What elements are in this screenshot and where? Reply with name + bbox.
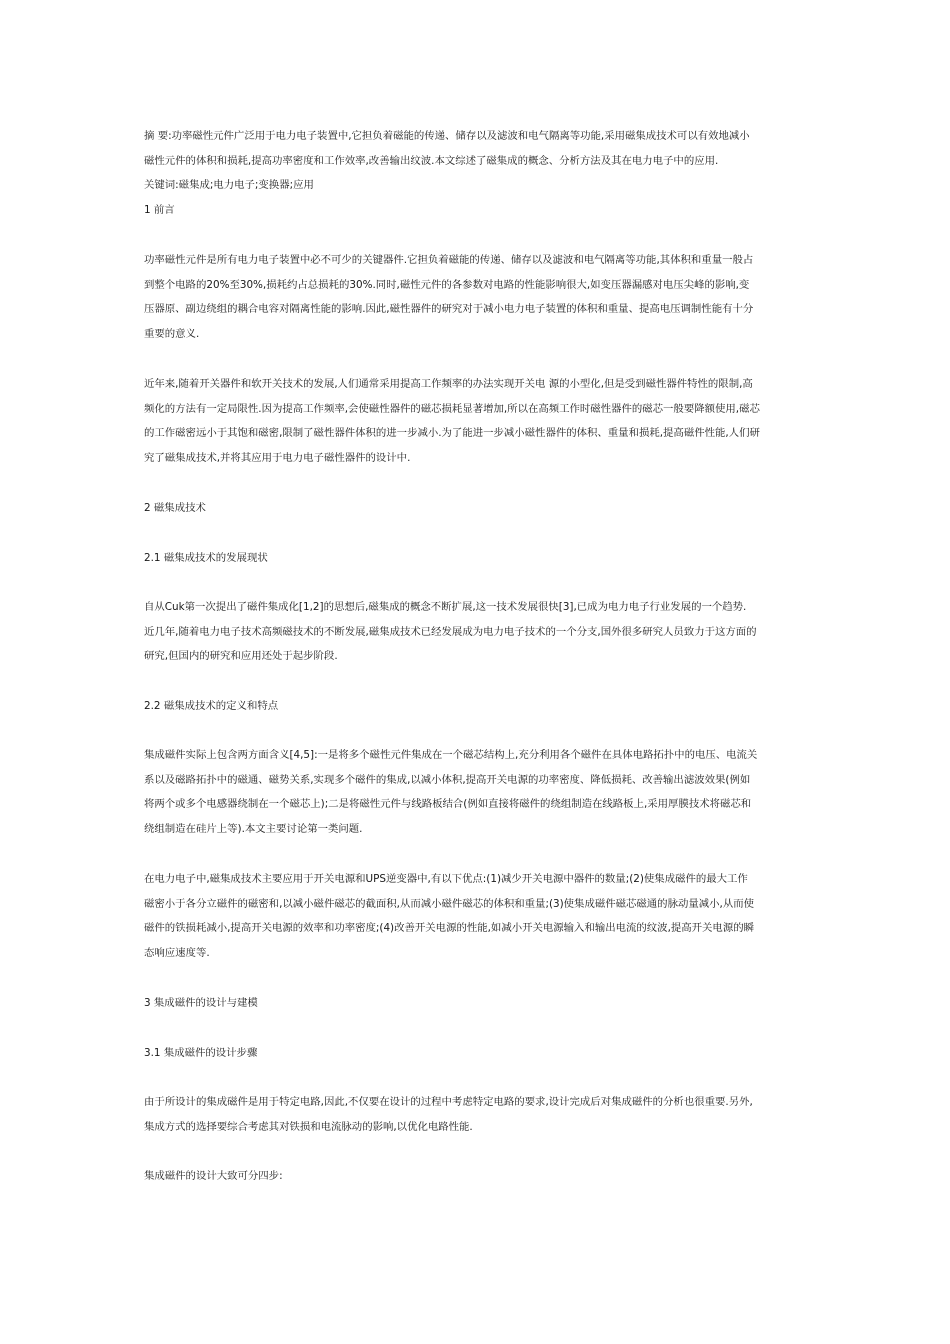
paragraph-line: 究了磁集成技术,并将其应用于电力电子磁性器件的设计中.	[144, 451, 411, 464]
paragraph	[144, 595, 814, 669]
paragraph	[144, 1090, 814, 1139]
paragraph-line: 近几年,随着电力电子技术高频磁技术的不断发展,磁集成技术已经发展成为电力电子技术的一个分支,国外很多研究人员致力于这方面的	[144, 625, 757, 638]
paragraph	[144, 743, 814, 841]
keywords: 关键词:磁集成;电力电子;变换器;应用	[144, 179, 314, 191]
paragraph-line: 态响应速度等.	[144, 946, 210, 959]
paragraph-line: 将两个或多个电感器绕制在一个磁芯上);二是将磁性元件与线路板结合(例如直接将磁件的绕组制造在线路板上,采用厚膜技术将磁芯和	[144, 798, 752, 810]
subsection-heading: 3.1 集成磁件的设计步骤	[144, 1046, 258, 1059]
section-heading: 3 集成磁件的设计与建模	[144, 997, 258, 1009]
paragraph	[144, 867, 814, 965]
paragraph-line: 绕组制造在硅片上等).本文主要讨论第一类问题.	[144, 822, 363, 835]
paragraph-line: 集成磁件实际上包含两方面含义[4,5]:一是将多个磁性元件集成在一个磁芯结构上,充分利用各个磁件在具体电路拓扑中的电压、电流关	[144, 749, 758, 761]
abstract-line: 磁性元件的体积和损耗,提高功率密度和工作效率,改善输出纹波.本文综述了磁集成的概念、分析方法及其在电力电子中的应用.	[144, 154, 719, 167]
paragraph-line: 近年来,随着开关器件和软开关技术的发展,人们通常采用提高工作频率的办法实现开关电 源的小型化,但是受到磁性器件特性的限制,高	[144, 378, 753, 390]
paragraph-line: 由于所设计的集成磁件是用于特定电路,因此,不仅要在设计的过程中考虑特定电路的要求,设计完成后对集成磁件的分析也很重要.另外,	[144, 1096, 753, 1108]
paragraph	[144, 372, 814, 470]
paragraph-line: 到整个电路的20%至30%,损耗约占总损耗的30%.同时,磁性元件的各参数对电路的性能影响很大,如变压器漏感对电压尖峰的影响,变	[144, 278, 750, 291]
subsection-heading: 2.2 磁集成技术的定义和特点	[144, 699, 279, 712]
paragraph-line: 频化的方法有一定局限性.因为提高工作频率,会使磁性器件的磁芯损耗显著增加,所以在高频工作时磁性器件的磁芯一般要降额使用,磁芯	[144, 402, 760, 415]
paragraph-line: 集成方式的选择要综合考虑其对铁损和电流脉动的影响,以优化电路性能.	[144, 1120, 473, 1133]
paragraph-line: 压器原、副边绕组的耦合电容对隔离性能的影响.因此,磁性器件的研究对于减小电力电子装置的体积和重量、提高电压调制性能有十分	[144, 303, 754, 315]
paragraph	[144, 1164, 814, 1189]
paragraph-line: 集成磁件的设计大致可分四步:	[144, 1170, 283, 1182]
subsection-heading: 2.1 磁集成技术的发展现状	[144, 551, 268, 564]
paragraph-line: 在电力电子中,磁集成技术主要应用于开关电源和UPS逆变器中,有以下优点:(1)减少开关电源中器件的数量;(2)使集成磁件的最大工作	[144, 873, 748, 885]
abstract-line: 摘 要:功率磁性元件广泛用于电力电子装置中,它担负着磁能的传递、储存以及滤波和电气隔离等功能,采用磁集成技术可以有效地减小	[144, 130, 750, 142]
paragraph-line: 自从Cuk第一次提出了磁件集成化[1,2]的思想后,磁集成的概念不断扩展,这一技术发展很快[3],已成为电力电子行业发展的一个趋势.	[144, 601, 747, 613]
paragraph	[144, 248, 814, 346]
paragraph-line: 功率磁性元件是所有电力电子装置中必不可少的关键器件.它担负着磁能的传递、储存以及滤波和电气隔离等功能,其体积和重量一般占	[144, 254, 754, 266]
paragraph-line: 研究,但国内的研究和应用还处于起步阶段.	[144, 650, 338, 662]
abstract	[144, 124, 814, 173]
paragraph-line: 重要的意义.	[144, 327, 200, 340]
paragraph-line: 磁件的铁损耗减小,提高开关电源的效率和功率密度;(4)改善开关电源的性能,如减小开关电源输入和输出电流的纹波,提高开关电源的瞬	[144, 922, 754, 934]
section-heading: 1 前言	[144, 203, 175, 216]
paragraph-line: 系以及磁路拓扑中的磁通、磁势关系,实现多个磁件的集成,以减小体积,提高开关电源的功率密度、降低损耗、改善输出滤波效果(例如	[144, 773, 751, 786]
paragraph-line: 的工作磁密远小于其饱和磁密,限制了磁性器件体积的进一步减小.为了能进一步减小磁性器件的体积、重量和损耗,提高磁件性能,人们研	[144, 427, 760, 439]
section-heading: 2 磁集成技术	[144, 502, 206, 514]
document-body	[144, 124, 814, 1189]
paragraph-line: 磁密小于各分立磁件的磁密和,以减小磁件磁芯的截面积,从而减小磁件磁芯的体积和重量;(3)使集成磁件磁芯磁通的脉动量减小,从而使	[144, 897, 754, 910]
